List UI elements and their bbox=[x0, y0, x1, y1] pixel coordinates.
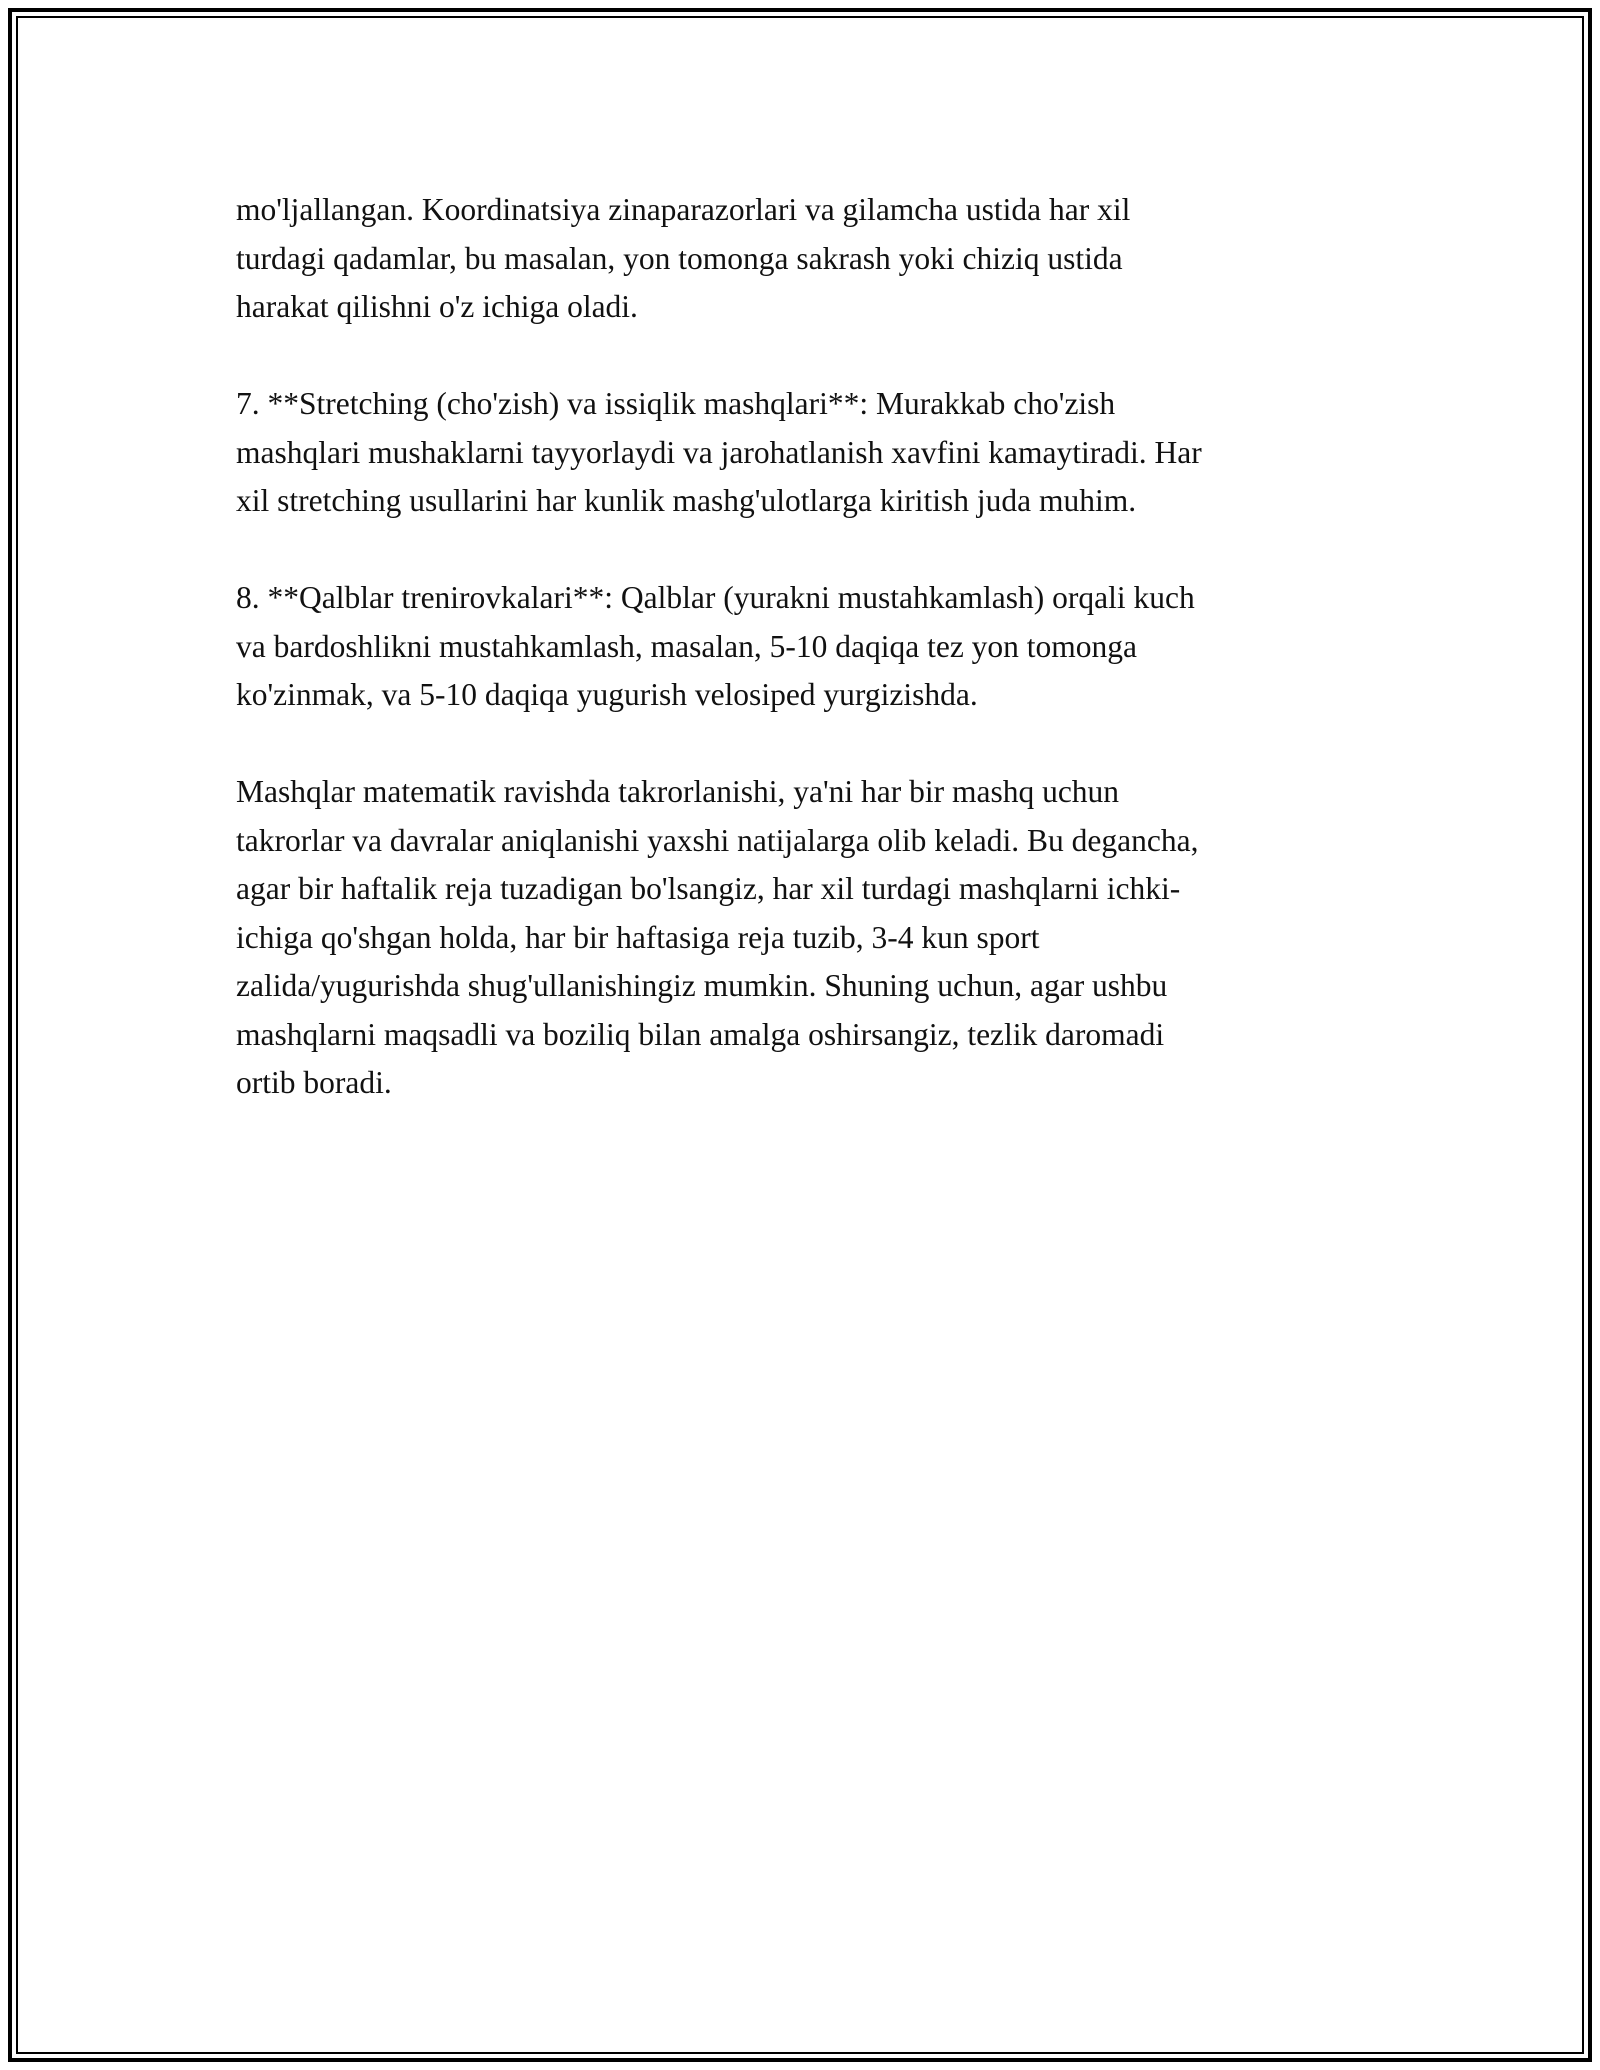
document-body bbox=[236, 186, 1386, 1156]
text-line: Mashqlar matematik ravishda takrorlanishi, ya'ni har bir mashq uchun bbox=[236, 774, 1120, 809]
text-line: mashqlarni maqsadli va boziliq bilan amalga oshirsangiz, tezlik daromadi bbox=[236, 1016, 1165, 1052]
paragraph-stretching bbox=[236, 380, 1386, 526]
text-line: ortib boradi. bbox=[236, 1065, 392, 1100]
paragraph-conclusion bbox=[236, 768, 1386, 1108]
text-line: ko'zinmak, va 5-10 daqiqa yugurish velosiped yurgizishda. bbox=[236, 677, 978, 712]
paragraph-coordination-continued bbox=[236, 186, 1386, 332]
paragraph-cardio bbox=[236, 574, 1386, 720]
text-line: mashqlari mushaklarni tayyorlaydi va jarohatlanish xavfini kamaytiradi. Har bbox=[236, 434, 1202, 470]
text-line: takrorlar va davralar aniqlanishi yaxshi natijalarga olib keladi. Bu degancha, bbox=[236, 822, 1199, 858]
text-line: 7. **Stretching (cho'zish) va issiqlik mashqlari**: Murakkab cho'zish bbox=[236, 386, 1116, 421]
text-line: zalida/yugurishda shug'ullanishingiz mumkin. Shuning uchun, agar ushbu bbox=[236, 968, 1168, 1003]
text-line: xil stretching usullarini har kunlik mashg'ulotlarga kiritish juda muhim. bbox=[236, 483, 1137, 518]
text-line: 8. **Qalblar trenirovkalari**: Qalblar (yurakni mustahkamlash) orqali kuch bbox=[236, 580, 1195, 615]
text-line: agar bir haftalik reja tuzadigan bo'lsangiz, har xil turdagi mashqlarni ichki- bbox=[236, 871, 1181, 906]
text-line: va bardoshlikni mustahkamlash, masalan, 5-10 daqiqa tez yon tomonga bbox=[236, 628, 1138, 664]
text-line: harakat qilishni o'z ichiga oladi. bbox=[236, 289, 638, 324]
text-line: mo'ljallangan. Koordinatsiya zinaparazorlari va gilamcha ustida har xil bbox=[236, 192, 1131, 227]
text-line: turdagi qadamlar, bu masalan, yon tomonga sakrash yoki chiziq ustida bbox=[236, 240, 1123, 276]
text-line: ichiga qo'shgan holda, har bir haftasiga reja tuzib, 3-4 kun sport bbox=[236, 919, 1040, 955]
